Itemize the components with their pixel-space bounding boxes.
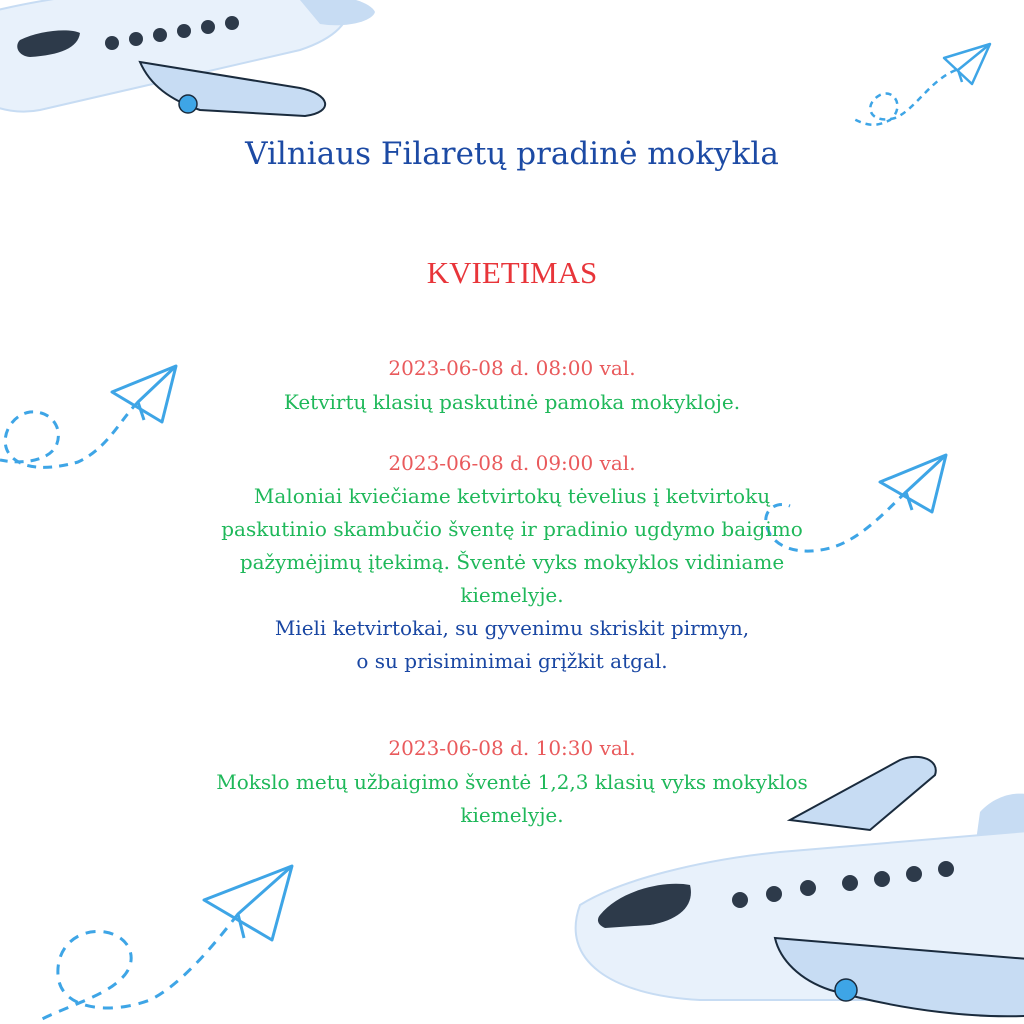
event-1-date: 2023-06-08 d. 08:00 val. xyxy=(388,356,636,380)
event-3-line-2: kiemelyje. xyxy=(460,803,564,827)
event-2-line-1: Maloniai kviečiame ketvirtokų tėvelius į ketvirtokų xyxy=(253,484,771,508)
wish-line-1: Mieli ketvirtokai, su gyvenimu skriskit pirmyn, xyxy=(274,616,750,640)
event-2-date: 2023-06-08 d. 09:00 val. xyxy=(388,451,636,475)
event-3-date: 2023-06-08 d. 10:30 val. xyxy=(388,736,636,760)
event-2-line-4: kiemelyje. xyxy=(460,583,564,607)
event-1-line-1: Ketvirtų klasių paskutinė pamoka mokykloje. xyxy=(283,390,741,414)
event-3-line-1: Mokslo metų užbaigimo šventė 1,2,3 klasių vyks mokyklos xyxy=(216,770,808,794)
invitation-heading: KVIETIMAS xyxy=(426,255,598,290)
event-2-line-2: paskutinio skambučio šventę ir pradinio ugdymo baigimo xyxy=(221,517,803,541)
event-2-line-3: pažymėjimų įtekimą. Šventė vyks mokyklos vidiniame xyxy=(239,550,785,574)
wish-line-2: o su prisiminimai grįžkit atgal. xyxy=(356,649,668,673)
school-name: Vilniaus Filaretų pradinė mokykla xyxy=(245,136,779,172)
